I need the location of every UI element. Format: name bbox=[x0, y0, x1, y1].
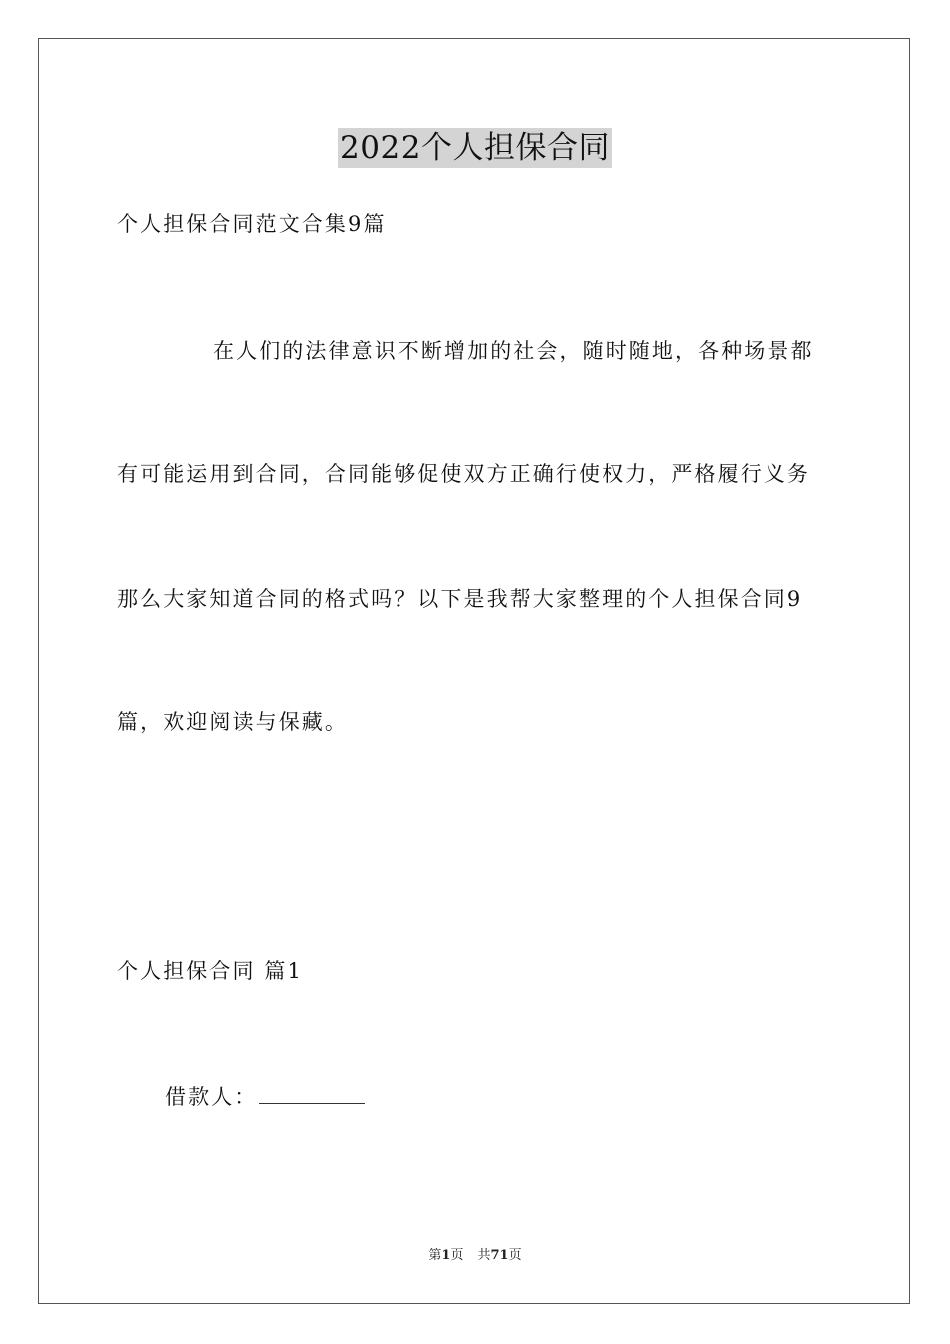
section-heading: 个人担保合同 篇1 bbox=[117, 959, 303, 983]
paragraph-line: 在人们的法律意识不断增加的社会，随时随地，各种场景都 bbox=[213, 339, 814, 363]
document-subtitle: 个人担保合同范文合集9篇 bbox=[117, 212, 387, 236]
borrower-blank-line bbox=[259, 1081, 365, 1104]
page-total: 71 bbox=[490, 1248, 509, 1263]
page-prefix: 第 bbox=[428, 1248, 442, 1263]
page-suffix: 页 bbox=[450, 1248, 464, 1263]
page-current: 1 bbox=[441, 1248, 451, 1263]
paragraph-line: 篇，欢迎阅读与保藏。 bbox=[117, 710, 348, 734]
document-title bbox=[0, 128, 950, 168]
page-footer bbox=[0, 1247, 950, 1265]
borrower-field bbox=[165, 1081, 365, 1112]
document-title-text: 2022个人担保合同 bbox=[340, 130, 610, 166]
paragraph-line: 那么大家知道合同的格式吗？以下是我帮大家整理的个人担保合同9 bbox=[117, 587, 803, 611]
total-prefix: 共 bbox=[477, 1248, 491, 1263]
paragraph-line: 有可能运用到合同，合同能够促使双方正确行使权力，严格履行义务 bbox=[117, 462, 810, 486]
total-suffix: 页 bbox=[508, 1248, 522, 1263]
borrower-label: 借款人： bbox=[165, 1085, 258, 1109]
